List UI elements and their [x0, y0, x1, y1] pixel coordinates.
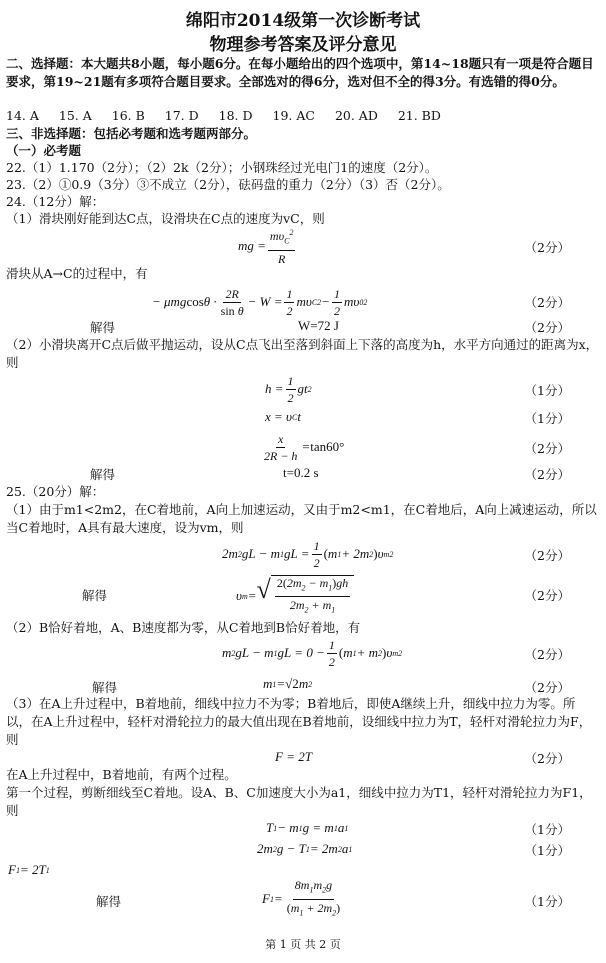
q25-eq1: 2m 2 gL − m 1 gL = $\frac{1}{2}$ ( m 1 + 2m 2 ) υ m 2 [222, 538, 394, 570]
q25-part3: （3）在A上升过程中，B着地前，细线中拉力不为零；B着地后，即使A继续上升，细线中拉力为零。所以，在A上升过程中，轻杆对滑轮拉力的最大值出现在B着地前，设细线中拉力为T，轻杆对滑轮拉力为F，则 [6, 696, 592, 747]
exam-title: 绵阳市2014级第一次诊断考试 [185, 11, 421, 31]
section-3-heading: 三、非选择题：包括必考题和选考题两部分。 [6, 126, 257, 141]
q25-eq3: m 2 gL − m 1 gL = 0 − $\frac{1}{2}$ ( m 1 + m 2 ) υ m 2 [222, 637, 403, 669]
q25-eq7: 2m 2 g − T 1 = 2m 2 a 1 [257, 841, 353, 856]
choice-answers [6, 108, 441, 124]
score: （2分） [524, 295, 570, 310]
score: （2分） [524, 240, 570, 255]
score: （2分） [524, 751, 570, 766]
answer-15: 15. A [58, 108, 92, 123]
score: （1分） [524, 383, 570, 398]
q24-part1: （1）滑块刚好能到达C点，设滑块在C点的速度为vC，则 [6, 211, 325, 226]
page-footer: 第 1 页 共 2 页 [265, 938, 341, 951]
q25-eq6: T 1 − m 1 g = m 1 a 1 [266, 820, 349, 835]
score: （1分） [524, 411, 570, 426]
q24-result2: t=0.2 s [283, 465, 319, 480]
q25-part4: 在A上升过程中，B着地前，有两个过程。 [6, 767, 237, 782]
q25-eq4: m 1 = √2 m 2 [263, 676, 313, 691]
score: （2分） [524, 548, 570, 563]
answer-20: 20. AD [334, 108, 378, 123]
q25-part5: 第一个过程，剪断细线至C着地。设A、B、C加速度大小为a1，细线中拉力为T1，轻杆对滑轮拉力为F1，则 [6, 785, 592, 818]
q25-jie3: 解得 [96, 894, 122, 909]
score: （2分） [524, 320, 570, 335]
score: （1分） [524, 822, 570, 837]
q25-eq5: F = 2T [275, 749, 312, 764]
q24-part2: 滑块从A→C的过程中，有 [6, 266, 148, 281]
answer-16: 16. B [111, 108, 145, 123]
q24-eq1: mg = $\frac{m\upsilon_C^2}{R}$ [238, 228, 294, 266]
score: （2分） [524, 467, 570, 482]
score: （2分） [524, 441, 570, 456]
answer-21: 21. BD [397, 108, 441, 123]
q24-eq2: − μmg cos θ · $\frac{2R}{\text{sin θ}}$ − W = $\frac{1}{2}$ mυ C 2 − $\frac{1}{2}$ mυ 0 2 [152, 286, 368, 318]
score: （1分） [524, 894, 570, 909]
answer-18: 18. D [218, 108, 253, 123]
score: （2分） [524, 647, 570, 662]
section-3-sub1: （一）必考题 [6, 143, 82, 158]
score: （1分） [524, 843, 570, 858]
score: （2分） [524, 680, 570, 695]
q24-jie2: 解得 [90, 467, 116, 482]
q24-eq3: h = $\frac{1}{2}$ gt 2 [265, 373, 312, 405]
q25-head: 25.（20分）解： [6, 484, 105, 499]
q25-jie1: 解得 [82, 588, 108, 603]
q22-answer: 22.（1）1.170（2分）；（2）2k（2分）；小钢珠经过光电门1的速度（2分）。 [6, 160, 438, 175]
q25-eq8: F 1 = 2T 1 [8, 862, 50, 877]
answer-19: 19. AC [272, 108, 315, 123]
score: （2分） [524, 588, 570, 603]
q24-result1: W=72 J [298, 318, 339, 333]
q25-jie2: 解得 [92, 680, 118, 695]
q25-part2: （2）B恰好着地，A、B速度都为零，从C着地到B恰好着地，有 [6, 620, 361, 635]
section-2-heading: 二、选择题：本大题共8小题，每小题6分。在每小题给出的四个选项中，第14~18题只有一项是符合题目要求，第19~21题有多项符合题目要求。全部选对的得6分，选对但不全的得3分。有选错的得0分。 [6, 56, 594, 89]
answer-17: 17. D [164, 108, 199, 123]
answer-14: 14. A [6, 108, 39, 123]
q25-part1: （1）由于m1<2m2，在C着地前，A向上加速运动，又由于m2<m1，在C着地后，A向上减速运动，所以当C着地时，A具有最大速度，设为vm，则 [6, 502, 597, 535]
exam-subtitle: 物理参考答案及评分意见 [209, 35, 397, 55]
q24-eq4: x = υ C t [265, 409, 301, 424]
q23-answer: 23.（2）①0.9（3分）③不成立（2分），砝码盘的重力（2分）（3）否（2分）。 [6, 177, 450, 192]
q24-jie1: 解得 [90, 320, 116, 335]
q24-head: 24.（12分）解： [6, 194, 105, 209]
q24-part3: （2）小滑块离开C点后做平抛运动，设从C点飞出至落到斜面上下落的高度为h，水平方向通过的距离为x，则 [6, 337, 599, 370]
q25-eq2: υ m = √ $\frac{2(2m_2 - m_1)gh}{2m_2 + m_1}$ [236, 574, 354, 618]
q24-eq5: $\frac{x}{2R - h}$ = tan60° [264, 431, 345, 463]
q25-eq9: F 1 = $\frac{8m_1m_2g}{(m_1 + 2m_2)}$ [262, 878, 341, 917]
